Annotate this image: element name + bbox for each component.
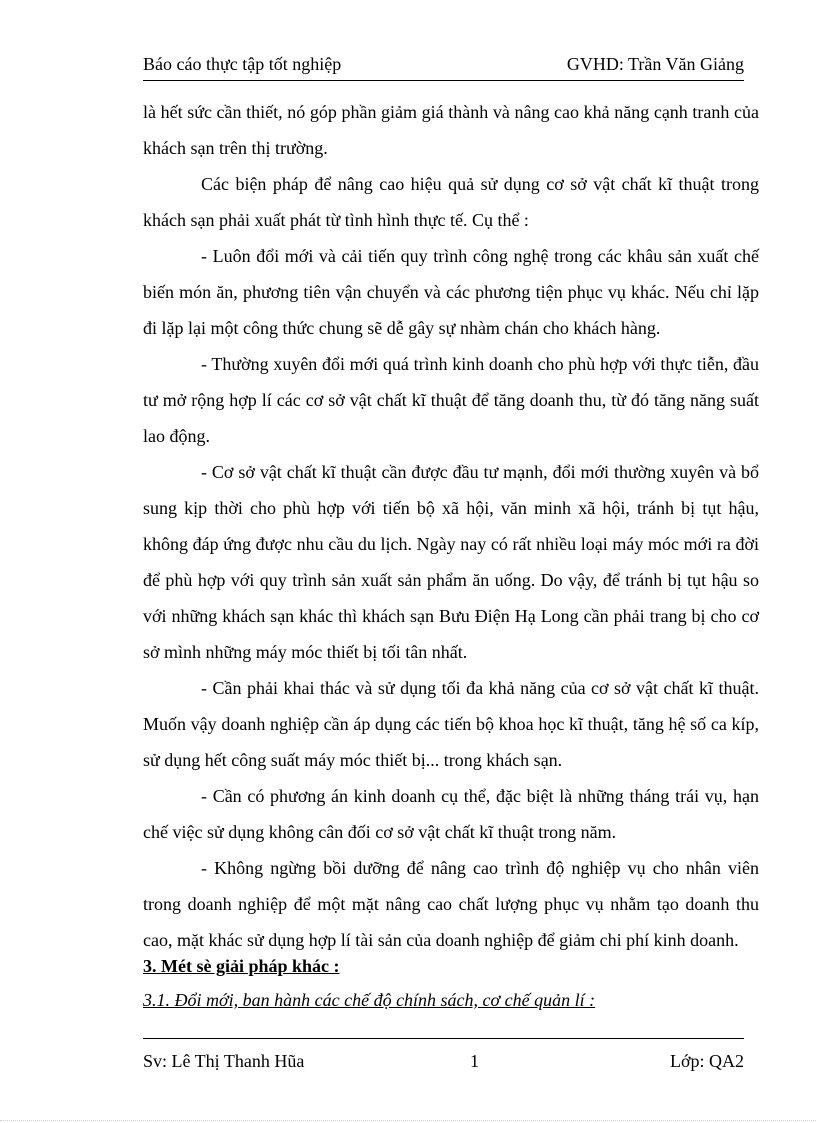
paragraph-intro: Các biện pháp để nâng cao hiệu quả sử dụng cơ sở vật chất kĩ thuật trong khách sạn phải xuất phát từ tình hình thực tế. Cụ thể : (143, 174, 759, 230)
paragraph-continuation: là hết sức cần thiết, nó góp phần giảm giá thành và nâng cao khả năng cạnh tranh của khách sạn trên thị trường. (143, 102, 759, 158)
paragraph-bullet-5: - Cần có phương án kinh doanh cụ thể, đặc biệt là những tháng trái vụ, hạn chế việc sử dụng không cân đối cơ sở vật chất kĩ thuật trong năm. (143, 786, 759, 842)
page-header (143, 52, 744, 81)
paragraph-bullet-1: - Luôn đổi mới và cải tiến quy trình công nghệ trong các khâu sản xuất chế biến món ăn, phương tiên vận chuyển và các phương tiện phục vụ khác. Nếu chỉ lặp đi lặp lại một công thức chung sẽ dễ gây sự nhàm chán cho khách hàng. (143, 246, 759, 338)
footer-divider (143, 1038, 744, 1039)
header-report-title: Báo cáo thực tập tốt nghiệp (143, 54, 342, 74)
subsection-heading: 3.1. Đổi mới, ban hành các chế độ chính sách, cơ chế quản lí : (143, 990, 596, 1010)
header-supervisor: GVHD: Trần Văn Giảng (566, 54, 744, 74)
footer-page-number: 1 (470, 1051, 479, 1071)
document-body (143, 94, 759, 958)
paragraph-bullet-3: - Cơ sở vật chất kĩ thuật cần được đầu tư mạnh, đổi mới thường xuyên và bổ sung kịp thời cho phù hợp với tiến bộ xã hội, văn minh xã hội, tránh bị tụt hậu, không đáp ứng được nhu cầu du lịch. Ngày nay có rất nhiều loại máy móc mới ra đời để phù hợp với quy trình sản xuất sản phẩm ăn uống. Do vậy, để tránh bị tụt hậu so với những khách sạn khác thì khách sạn Bưu Điện Hạ Long cần phải trang bị cho cơ sở mình những máy móc thiết bị tối tân nhất. (143, 462, 759, 662)
footer-student-name: Sv: Lê Thị Thanh Hũa (143, 1051, 305, 1071)
footer-class: Lớp: QA2 (669, 1051, 744, 1071)
page-bottom-edge (0, 1120, 816, 1121)
page-footer (143, 1049, 744, 1075)
section-heading: 3. Mét sè giải pháp khác : (143, 956, 340, 976)
paragraph-bullet-4: - Cần phải khai thác và sử dụng tối đa khả năng của cơ sở vật chất kĩ thuật. Muốn vậy doanh nghiệp cần áp dụng các tiến bộ khoa học kĩ thuật, tăng hệ số ca kíp, sử dụng hết công suất máy móc thiết bị... trong khách sạn. (143, 678, 759, 770)
paragraph-bullet-2: - Thường xuyên đổi mới quá trình kinh doanh cho phù hợp với thực tiễn, đầu tư mở rộng hợp lí các cơ sở vật chất kĩ thuật để tăng doanh thu, từ đó tăng năng suất lao động. (143, 354, 759, 446)
paragraph-bullet-6: - Không ngừng bồi dưỡng để nâng cao trình độ nghiệp vụ cho nhân viên trong doanh nghiệp để một mặt nâng cao chất lượng phục vụ nhằm tạo doanh thu cao, mặt khác sử dụng hợp lí tài sản của doanh nghiệp để giảm chi phí kinh doanh. (143, 858, 759, 950)
